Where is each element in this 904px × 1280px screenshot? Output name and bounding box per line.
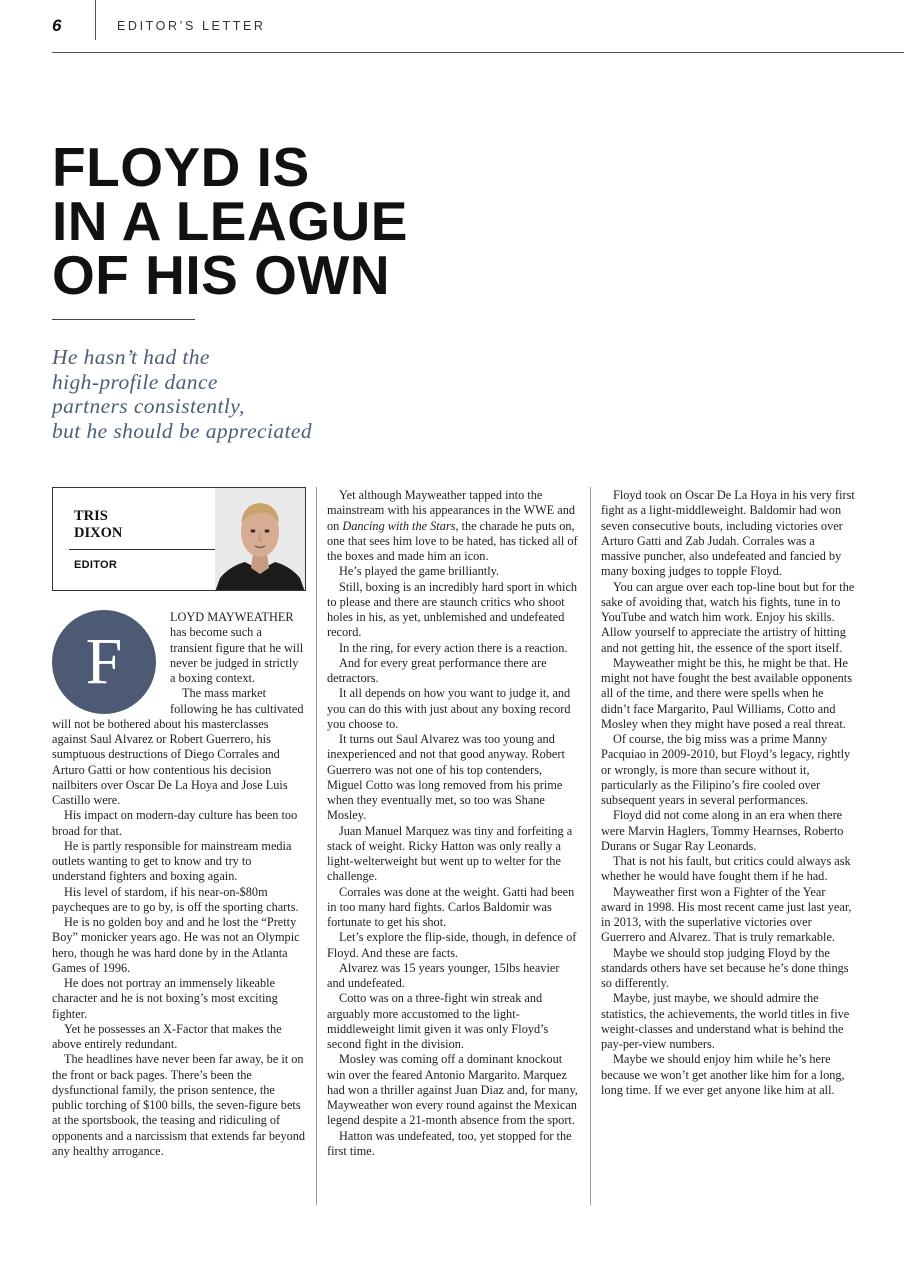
- paragraph: Mayweather first won a Fighter of the Year award in 1998. His most recent came just last year, in 2013, with the superlative victories over Guerrero and Alvarez. That is truly remarkable.: [601, 884, 852, 945]
- standfirst-line: high-profile dance: [52, 369, 218, 394]
- headline: [52, 136, 408, 306]
- column-divider: [316, 487, 317, 1205]
- paragraph: Let’s explore the flip-side, though, in defence of Floyd. And these are facts.: [327, 930, 577, 960]
- drop-cap: F: [52, 610, 156, 714]
- paragraph: It turns out Saul Alvarez was too young and inexperienced and not that good anyway. Robert Guerrero was not one of his top contenders, Miguel Cotto was long removed from his prime when they eventually met, so too was Shane Mosley.: [327, 732, 565, 823]
- paragraph: His impact on modern-day culture has been too broad for that.: [52, 808, 298, 838]
- standfirst-line: He hasn’t had the: [52, 345, 210, 369]
- paragraph: It all depends on how you want to judge it, and you can do this with just about any boxing record you choose to.: [327, 686, 571, 731]
- paragraph: Corrales was done at the weight. Gatti had been in too many hard fights. Carlos Baldomir was fortunate to get his shot.: [327, 884, 575, 929]
- paragraph: Cotto was on a three-fight win streak and arguably more accustomed to the light-middleweight limit given it was only Floyd’s second fight in the division.: [327, 991, 549, 1051]
- paragraph: Mayweather might be this, he might be that. He might not have fought the best available opponents all of the time, and there were spells when he didn’t face Margarito, Paul Williams, Cotto and Mosley when they might have posed a real threat.: [601, 655, 853, 731]
- article-column-1: [52, 610, 306, 1159]
- paragraph: Maybe, just maybe, we should admire the statistics, the achievements, the world titles in five weight-classes and understand what is behind the pay-per-view numbers.: [601, 991, 850, 1051]
- text-run: Yet although Mayweather tapped into the mainstream with his appearances in the WWE and on: [327, 488, 576, 533]
- header-divider: [95, 0, 96, 40]
- paragraph: Juan Manuel Marquez was tiny and forfeiting a stack of weight. Ricky Hatton was only really a light-welterweight but went up to welter for the challenge.: [327, 823, 573, 884]
- standfirst: [52, 345, 312, 443]
- article-column-3: [601, 488, 855, 1098]
- intro-paragraph: LOYD MAYWEATHER has become such a transient figure that he will never be judged in strictly a boxing context.: [170, 610, 304, 685]
- paragraph: He does not portray an immensely likeable character and he is not boxing’s most exciting fighter.: [52, 976, 278, 1021]
- paragraph: Maybe we should stop judging Floyd by the standards others have set because he’s done things so differently.: [601, 945, 849, 990]
- headline-rule: [52, 319, 195, 320]
- author-name: [74, 508, 122, 542]
- paragraph: The headlines have never been far away, be it on the front or back pages. There’s been the dysfunctional family, the prison sentence, the public torching of $100 bills, the seven-figure bets at the sportsbook, the teasing and ridiculing of opponents and a narcissism that extends far beyond any healthy arrogance.: [52, 1052, 306, 1158]
- article-column-2: [327, 488, 580, 1159]
- paragraph: [327, 488, 580, 564]
- show-title: Dancing with the Stars: [342, 518, 456, 533]
- paragraph: He’s played the game brilliantly.: [339, 564, 500, 579]
- author-first-name: TRIS: [74, 508, 108, 524]
- paragraph: Of course, the big miss was a prime Manny Pacquiao in 2009-2010, but Floyd’s legacy, rightly or wrongly, is more than secure without it, particularly as the Filipino’s fire cooled over subsequent years in several performances.: [601, 732, 851, 807]
- column-divider: [590, 487, 591, 1205]
- section-label: EDITOR’S LETTER: [117, 19, 266, 33]
- headline-line: FLOYD IS: [52, 136, 310, 198]
- author-last-name: DIXON: [74, 525, 123, 541]
- byline-box: [52, 487, 306, 591]
- paragraph: He is partly responsible for mainstream media outlets wanting to get to know and try to understand fighters and boxing again.: [52, 838, 292, 884]
- standfirst-line: partners consistently,: [52, 394, 245, 418]
- paragraph: Mosley was coming off a dominant knockout win over the feared Antonio Margarito. Marquez had won a thriller against Juan Diaz and, for many, Mayweather won every round against the Mexican legend despite a 21-month absence from the sport.: [327, 1052, 578, 1128]
- paragraph: Maybe we should enjoy him while he’s here because we won’t get another like him for a long, long time. If we ever get anyone like him at all.: [601, 1052, 845, 1097]
- paragraph: The mass market following he has cultivated will not be bothered about his masterclasses against Saul Alvarez or Robert Guerrero, his sumptuous destructions of Diego Corrales and Arturo Gatti or how contentious his decision nailbiters over Oscar De La Hoya and Jose Luis Castillo were.: [52, 686, 304, 807]
- paragraph: He is no golden boy and and he lost the “Pretty Boy” monicker years ago. He was not an Olympic hero, though he was hard done by in the Atlanta Games of 1996.: [52, 915, 300, 975]
- header-rule: [52, 52, 904, 53]
- paragraph: Floyd took on Oscar De La Hoya in his very first fight as a light-middleweight. Baldomir had won seven consecutive bouts, including victories over Arturo Gatti and Zab Judah. Corrales was a massive puncher, also undefeated and fancied by many boxing judges to topple Floyd.: [601, 488, 855, 579]
- page-number: 6: [52, 16, 62, 35]
- paragraph: In the ring, for every action there is a reaction.: [339, 640, 568, 655]
- paragraph: That is not his fault, but critics could always ask whether he would have fought them if he had.: [601, 854, 851, 884]
- paragraph: Still, boxing is an incredibly hard sport in which to please and there are staunch critics who shoot holes in his, as yet, unblemished and undefeated record.: [327, 579, 578, 640]
- text-run: , the charade he puts on, one that sees him love to be hated, has ticked all of the boxes and made him an icon.: [327, 518, 578, 563]
- standfirst-line: but he should be appreciated: [52, 418, 312, 443]
- paragraph: Floyd did not come along in an era when there were Marvin Haglers, Tommy Hearnses, Roberto Durans or Sugar Ray Leonards.: [601, 808, 844, 853]
- paragraph: And for every great performance there are detractors.: [327, 655, 547, 685]
- paragraph: His level of stardom, if his near-on-$80m paycheques are to go by, is off the sporting charts.: [52, 884, 299, 914]
- paragraph: You can argue over each top-line bout but for the sake of avoiding that, watch his fights, tune in to YouTube and watch him work. Enjoy his skills. Allow yourself to appreciate the artistry of hitting and not getting hit, the essence of the sport itself.: [601, 579, 855, 655]
- author-role: EDITOR: [74, 559, 118, 571]
- paragraph: Alvarez was 15 years younger, 15lbs heavier and undefeated.: [327, 960, 560, 990]
- headline-line: OF HIS OWN: [52, 244, 391, 306]
- headline-line: IN A LEAGUE: [52, 190, 408, 252]
- paragraph: Hatton was undefeated, too, yet stopped for the first time.: [327, 1128, 572, 1158]
- author-portrait: [215, 488, 305, 591]
- paragraph: Yet he possesses an X-Factor that makes the above entirely redundant.: [52, 1021, 282, 1051]
